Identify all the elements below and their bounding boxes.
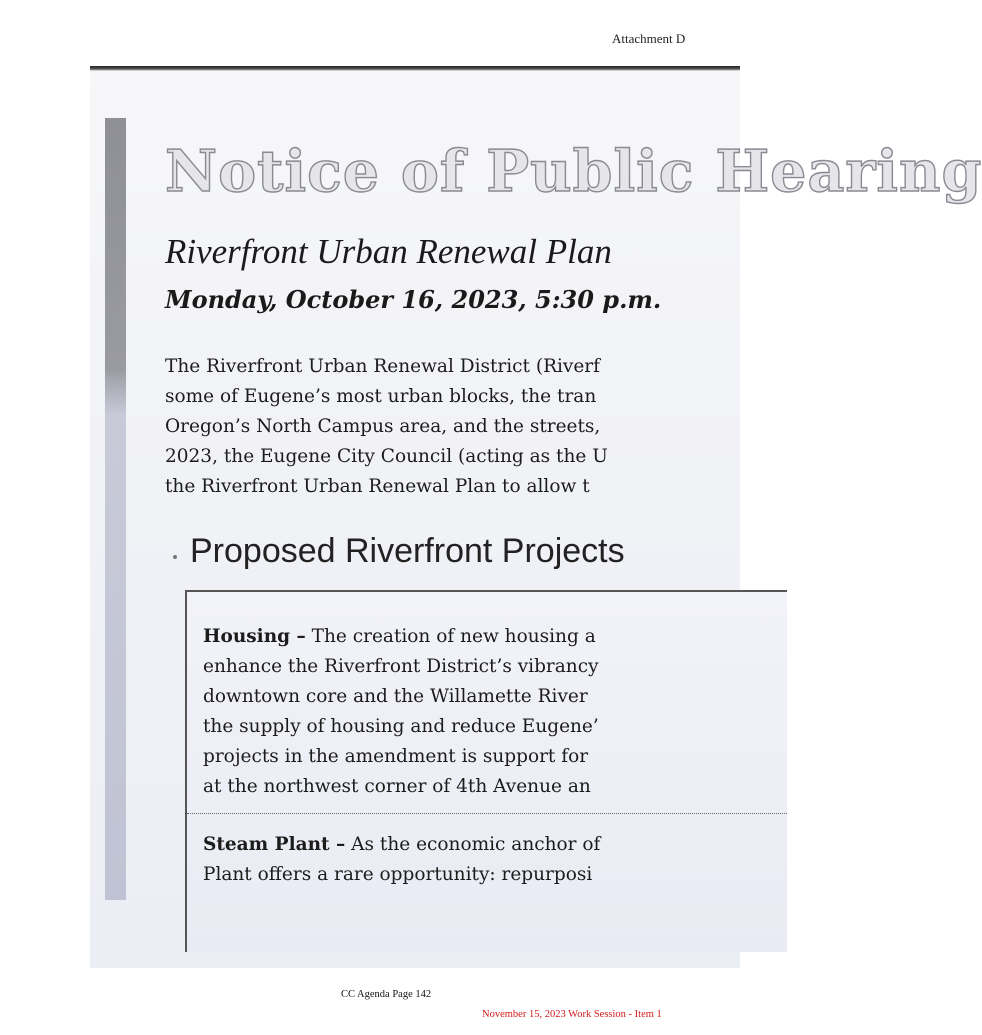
project-line: Steam Plant – As the economic anchor of [203,834,601,855]
projects-box [185,590,787,952]
section-title: Proposed Riverfront Projects [190,532,625,570]
project-heading: Housing – [203,626,306,647]
intro-line: Oregon’s North Campus area, and the streets, [165,416,601,437]
project-line: enhance the Riverfront District’s vibrancy [203,656,599,677]
notice-dateline: Monday, October 16, 2023, 5:30 p.m. [165,285,662,314]
project-line: downtown core and the Willamette River [203,686,588,707]
attachment-label: Attachment D [612,31,686,46]
project-divider [187,813,787,814]
intro-line: the Riverfront Urban Renewal Plan to allow t [165,476,590,497]
project-line: the supply of housing and reduce Eugene’ [203,716,599,737]
intro-line: some of Eugene’s most urban blocks, the tran [165,386,597,407]
project-line: Housing – The creation of new housing a [203,626,596,647]
intro-line: The Riverfront Urban Renewal District (Riverf [165,356,601,377]
project-line: Plant offers a rare opportunity: repurposi [203,864,593,885]
project-heading: Steam Plant – [203,834,346,855]
project-line: projects in the amendment is support for [203,746,589,767]
intro-paragraph [165,352,965,502]
notice-subtitle: Riverfront Urban Renewal Plan [165,232,612,271]
notice-headline: Notice of Public Hearing [165,138,982,205]
project-housing [203,622,787,802]
agenda-page-label: CC Agenda Page 142 [341,989,432,1000]
project-line: at the northwest corner of 4th Avenue an [203,776,591,797]
work-session-label: November 15, 2023 Work Session - Item 1 [482,1009,662,1020]
intro-line: 2023, the Eugene City Council (acting as the U [165,446,608,467]
project-steam-plant [203,830,787,890]
bullet-dot [173,555,177,559]
